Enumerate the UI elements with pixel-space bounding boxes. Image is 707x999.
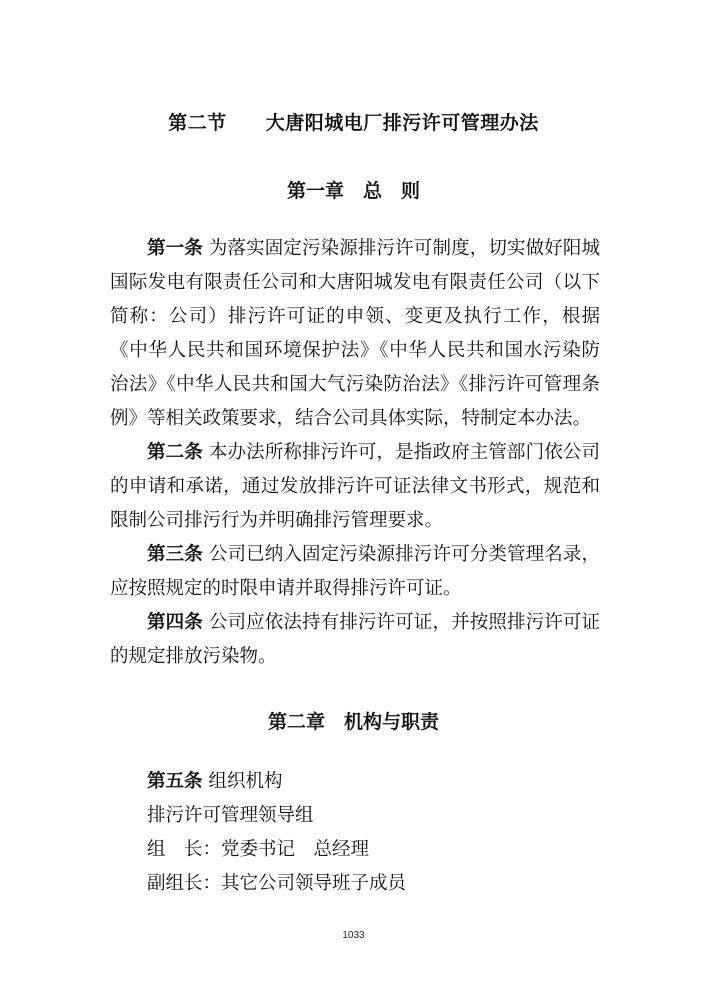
article-label: 第一条 (147, 238, 203, 259)
chapter-1-title: 第一章 总 则 (286, 180, 420, 202)
article-text: 公司已纳入固定污染源排污许可分类管理名录，应按照规定的时限申请并取得排污许可证。 (110, 544, 600, 599)
section-title: 第二节 大唐阳城电厂排污许可管理办法 (168, 112, 539, 134)
article-2 (110, 436, 600, 538)
article-label: 第五条 (147, 771, 203, 792)
chapter-2-body (147, 765, 406, 901)
org-line-deputy: 副组长：其它公司领导班子成员 (147, 873, 407, 894)
article-5 (147, 765, 406, 799)
page-number: 1033 (342, 930, 365, 941)
article-label: 第三条 (147, 544, 203, 565)
article-text: 组织机构 (208, 771, 283, 792)
article-1 (110, 232, 600, 436)
article-text: 本办法所称排污许可，是指政府主管部门依公司的申请和承诺，通过发放排污许可证法律文书形式，规范和限制公司排污行为并明确排污管理要求。 (110, 442, 600, 531)
article-label: 第二条 (147, 442, 203, 463)
article-3 (110, 538, 600, 606)
article-4 (110, 606, 600, 674)
article-label: 第四条 (147, 612, 203, 633)
chapter-1-body (110, 232, 600, 674)
article-text: 为落实固定污染源排污许可制度，切实做好阳城国际发电有限责任公司和大唐阳城发电有限责任公司（以下简称：公司）排污许可证的申领、变更及执行工作，根据《中华人民共和国环境保护法》《中华人民共和国水污染防治法》《中华人民共和国大气污染防治法》《排污许可管理条例》等相关政策要求，结合公司具体实际，特制定本办法。 (110, 238, 600, 429)
org-line-leader: 组 长：党委书记 总经理 (147, 839, 370, 860)
org-line-group: 排污许可管理领导组 (147, 805, 314, 826)
chapter-2-title: 第二章 机构与职责 (267, 711, 439, 733)
article-text: 公司应依法持有排污许可证，并按照排污许可证的规定排放污染物。 (110, 612, 600, 667)
